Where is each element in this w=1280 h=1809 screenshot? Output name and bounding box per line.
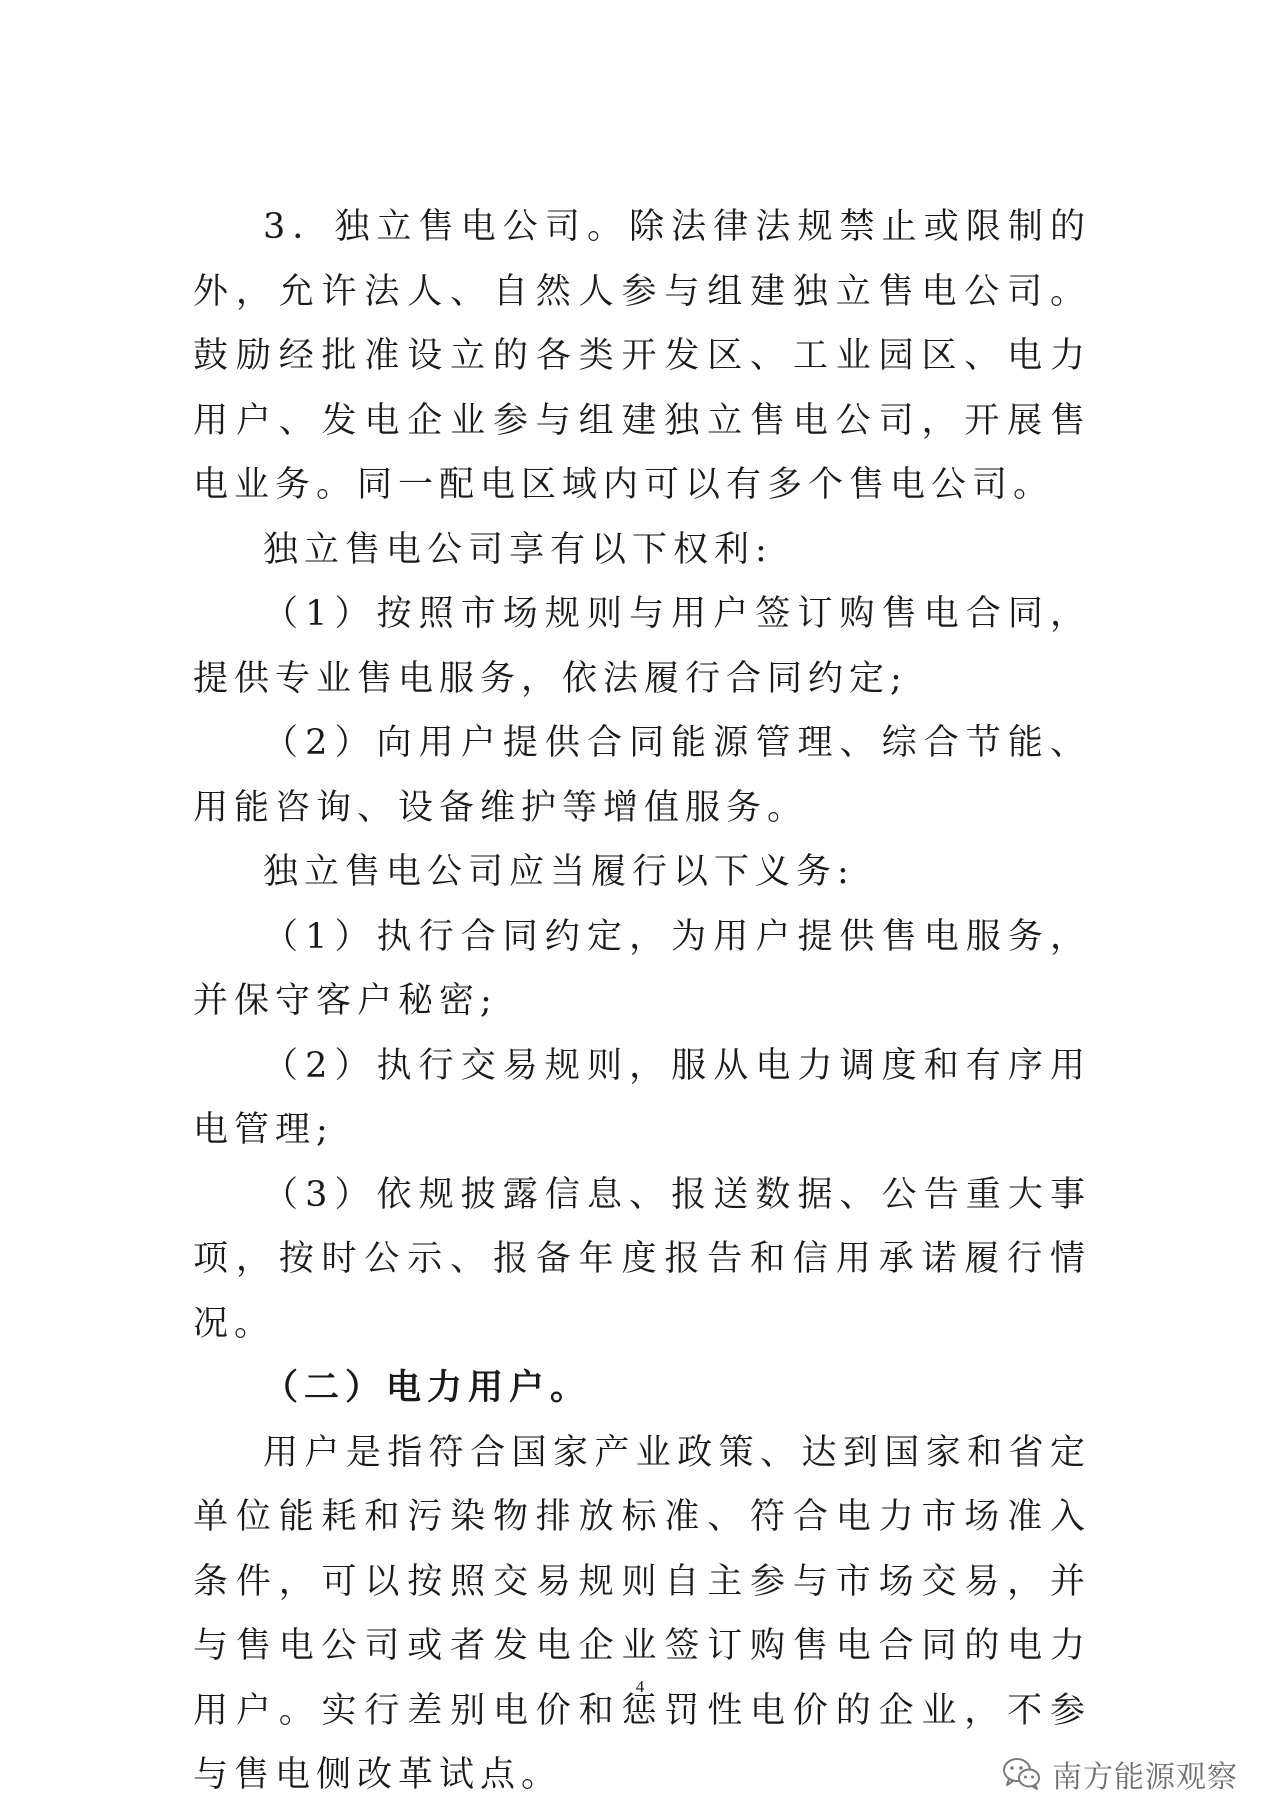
paragraph-right-2: （2）向用户提供合同能源管理、综合节能、用能咨询、设备维护等增值服务。 — [193, 723, 1091, 828]
wechat-icon — [1002, 1757, 1042, 1791]
watermark — [1002, 1752, 1238, 1796]
paragraph-obligations-intro: 独立售电公司应当履行以下义务: — [263, 852, 855, 892]
watermark-text: 南方能源观察 — [1052, 1760, 1238, 1795]
paragraph-power-users: 用户是指符合国家产业政策、达到国家和省定单位能耗和污染物排放标准、符合电力市场准入条件，可以按照交易规则自主参与市场交易，并与售电公司或者发电企业签订购售电合同的电力用户。实行差别电价和惩罚性电价的企业，不参与售电侧改革试点。 — [193, 1432, 1091, 1795]
paragraph-obligation-2: （2）执行交易规则，服从电力调度和有序用电管理; — [193, 1045, 1091, 1150]
paragraph-independent-retailer: 3．独立售电公司。除法律法规禁止或限制的外，允许法人、自然人参与组建独立售电公司。鼓励经批准设立的各类开发区、工业园区、电力用户、发电企业参与组建独立售电公司，开展售电业务。同一配电区域内可以有多个售电公司。 — [193, 207, 1091, 505]
paragraph-right-1: （1）按照市场规则与用户签订购售电合同，提供专业售电服务，依法履行合同约定; — [193, 594, 1091, 699]
paragraph-rights-intro: 独立售电公司享有以下权利: — [263, 529, 773, 570]
paragraph-obligation-3: （3）依规披露信息、报送数据、公告重大事项，按时公示、报备年度报告和信用承诺履行情况。 — [193, 1174, 1091, 1344]
paragraph-obligation-1: （1）执行合同约定，为用户提供售电服务，并保守客户秘密; — [193, 916, 1091, 1021]
document-body — [193, 195, 1091, 1808]
section-heading-power-users: （二）电力用户。 — [263, 1367, 592, 1408]
page-number: 4 — [635, 1677, 645, 1696]
